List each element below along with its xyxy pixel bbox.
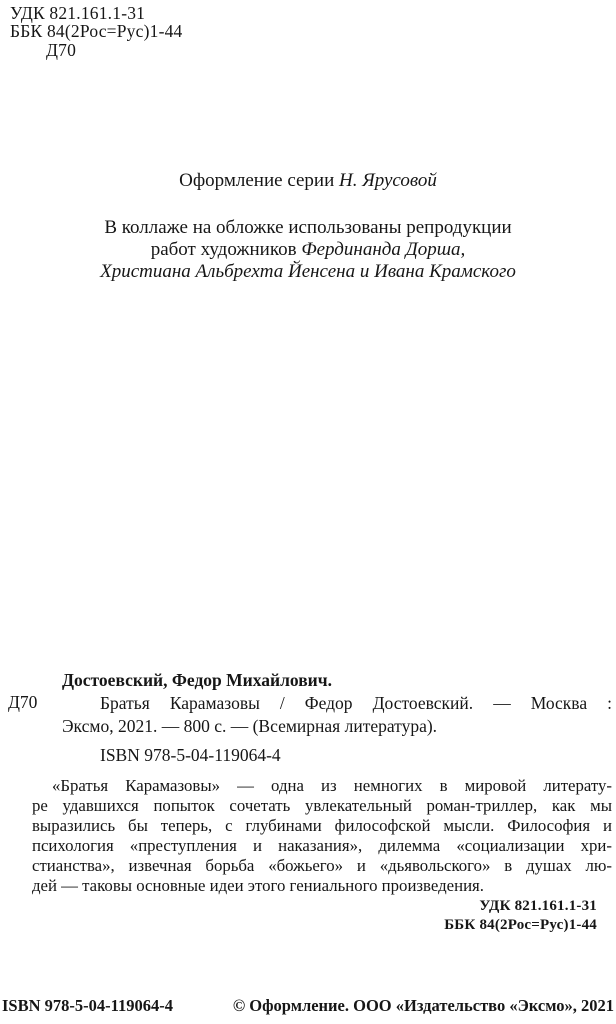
catalog-author-heading: Достоевский, Федор Михайлович. [62,670,333,690]
author-sign: Д70 [46,39,77,60]
catalog-entry-line-1: Братья Карамазовы / Федор Достоевский. — Москва : [100,693,612,713]
annotation-line: ре удавшихся попыток сочетать увлекательный роман-триллер, как мы [32,795,612,815]
annotation-line: дей — таковы основные идеи этого гениального произведения. [32,875,484,895]
annotation-paragraph [32,776,612,895]
collage-artists-part-2: Христиана Альбрехта Йенсена и Ивана Крамского [100,260,516,282]
series-credit-prefix: Оформление серии [179,170,340,191]
bottom-bbk-code: ББК 84(2Рос=Рус)1-44 [444,916,597,933]
collage-credit-line-1: В коллаже на обложке использованы репродукции [104,217,512,238]
bbk-code: ББК 84(2Рос=Рус)1-44 [10,21,183,42]
series-design-credit [0,170,616,192]
annotation-line: выразились бы теперь, с глубинами философской мысли. Философия и [32,815,612,835]
bottom-codes-block [444,897,597,934]
series-designer-name: Н. Ярусовой [339,170,437,191]
catalog-isbn: ISBN 978-5-04-119064-4 [100,745,281,765]
annotation-line: стианства», извечная борьба «божьего» и «дьявольского» в душах лю- [32,855,612,875]
top-codes-block [10,4,183,59]
catalog-entry-line-2: Эксмо, 2021. — 800 с. — (Всемирная литература). [62,715,438,736]
collage-artists-part-1: Фердинанда Дорша, [301,238,466,260]
collage-credit-line-2 [0,239,616,261]
collage-credit-line-2-prefix: работ художников [150,238,302,260]
bottom-udk-code: УДК 821.161.1-31 [479,898,597,914]
collage-credit-block [0,217,616,282]
annotation-line: «Братья Карамазовы» — одна из немногих в мировой литерату- [52,776,612,795]
footer-isbn: ISBN 978-5-04-119064-4 [2,996,173,1015]
footer-copyright: © Оформление. ООО «Издательство «Эксмо», 2021 [232,996,614,1015]
annotation-line: психология «преступления и наказания», дилемма «социализации хри- [32,835,612,855]
catalog-entry [62,692,612,737]
catalog-margin-sign: Д70 [8,692,38,712]
imprint-footer [2,996,614,1016]
udk-code: УДК 821.161.1-31 [10,3,146,23]
